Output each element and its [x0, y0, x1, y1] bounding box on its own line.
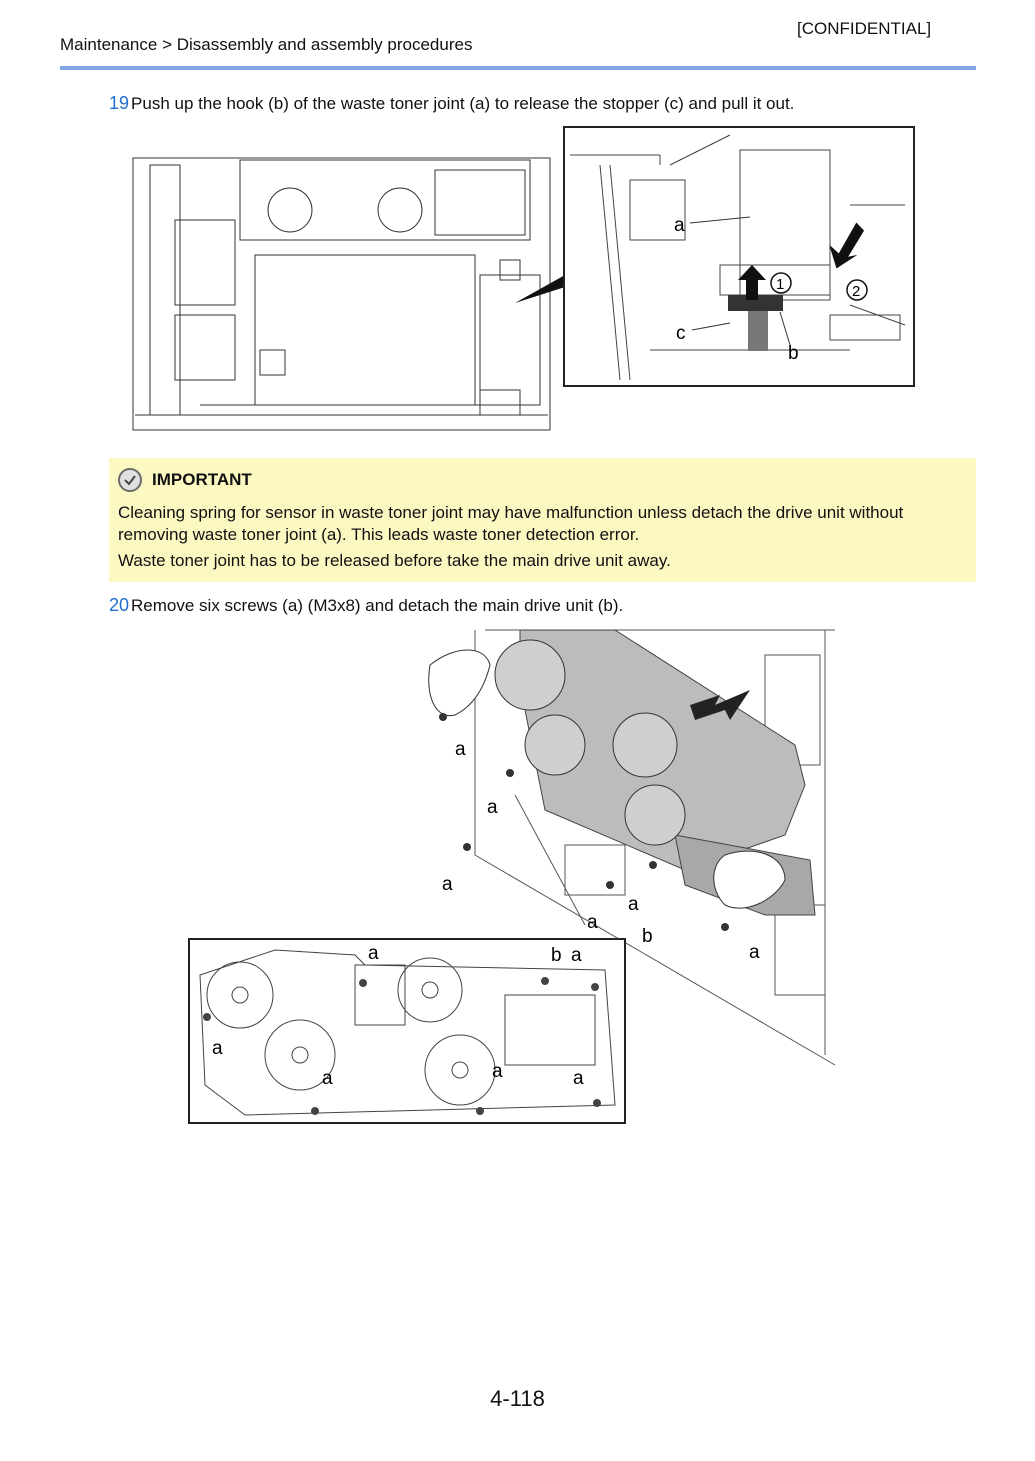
waste-toner-joint-figure: [130, 125, 920, 435]
step-text: Remove six screws (a) (M3x8) and detach the main drive unit (b).: [131, 596, 624, 615]
callout-a-8: a: [571, 945, 582, 966]
callout-a-5: a: [628, 894, 639, 915]
callout-a-10: a: [322, 1068, 333, 1089]
main-drive-unit-figure: [185, 625, 845, 1130]
callout-b-2: b: [551, 945, 562, 966]
callout-a-3: a: [442, 874, 453, 895]
callout-step-2: 2: [852, 283, 861, 300]
breadcrumb: Maintenance > Disassembly and assembly procedures: [60, 35, 473, 54]
step-text: Push up the hook (b) of the waste toner joint (a) to release the stopper (c) and pull it out.: [131, 94, 795, 113]
callout-a-12: a: [573, 1068, 584, 1089]
step-number: 19: [109, 93, 130, 113]
callout-a-2: a: [487, 797, 498, 818]
important-note: [109, 458, 976, 582]
callout-b-1: b: [642, 926, 653, 947]
confidential-label: [CONFIDENTIAL]: [797, 19, 932, 38]
important-paragraph-2: Waste toner joint has to be released before take the main drive unit away.: [118, 551, 671, 570]
callout-a-1: a: [455, 739, 466, 760]
callout-step-1: 1: [776, 276, 785, 293]
page-number: 4-118: [490, 1386, 545, 1411]
callout-a-11: a: [492, 1061, 503, 1082]
important-title: IMPORTANT: [152, 470, 252, 489]
step-19: [109, 93, 794, 114]
callout-a-7: a: [368, 943, 379, 964]
callout-a-6: a: [749, 942, 760, 963]
step-20: [109, 595, 623, 616]
header-divider: [60, 66, 976, 70]
important-paragraph-1: Cleaning spring for sensor in waste toner joint may have malfunction unless detach the drive unit without removing waste toner joint (a). This leads waste toner detection error.: [118, 503, 904, 544]
callout-a-4: a: [587, 912, 598, 933]
callout-b: b: [788, 343, 799, 364]
check-circle-icon: [118, 468, 142, 492]
callout-a-9: a: [212, 1038, 223, 1059]
step-number: 20: [109, 595, 130, 615]
callout-c: c: [676, 323, 686, 344]
important-header: [118, 468, 252, 492]
callout-a: a: [674, 215, 685, 236]
